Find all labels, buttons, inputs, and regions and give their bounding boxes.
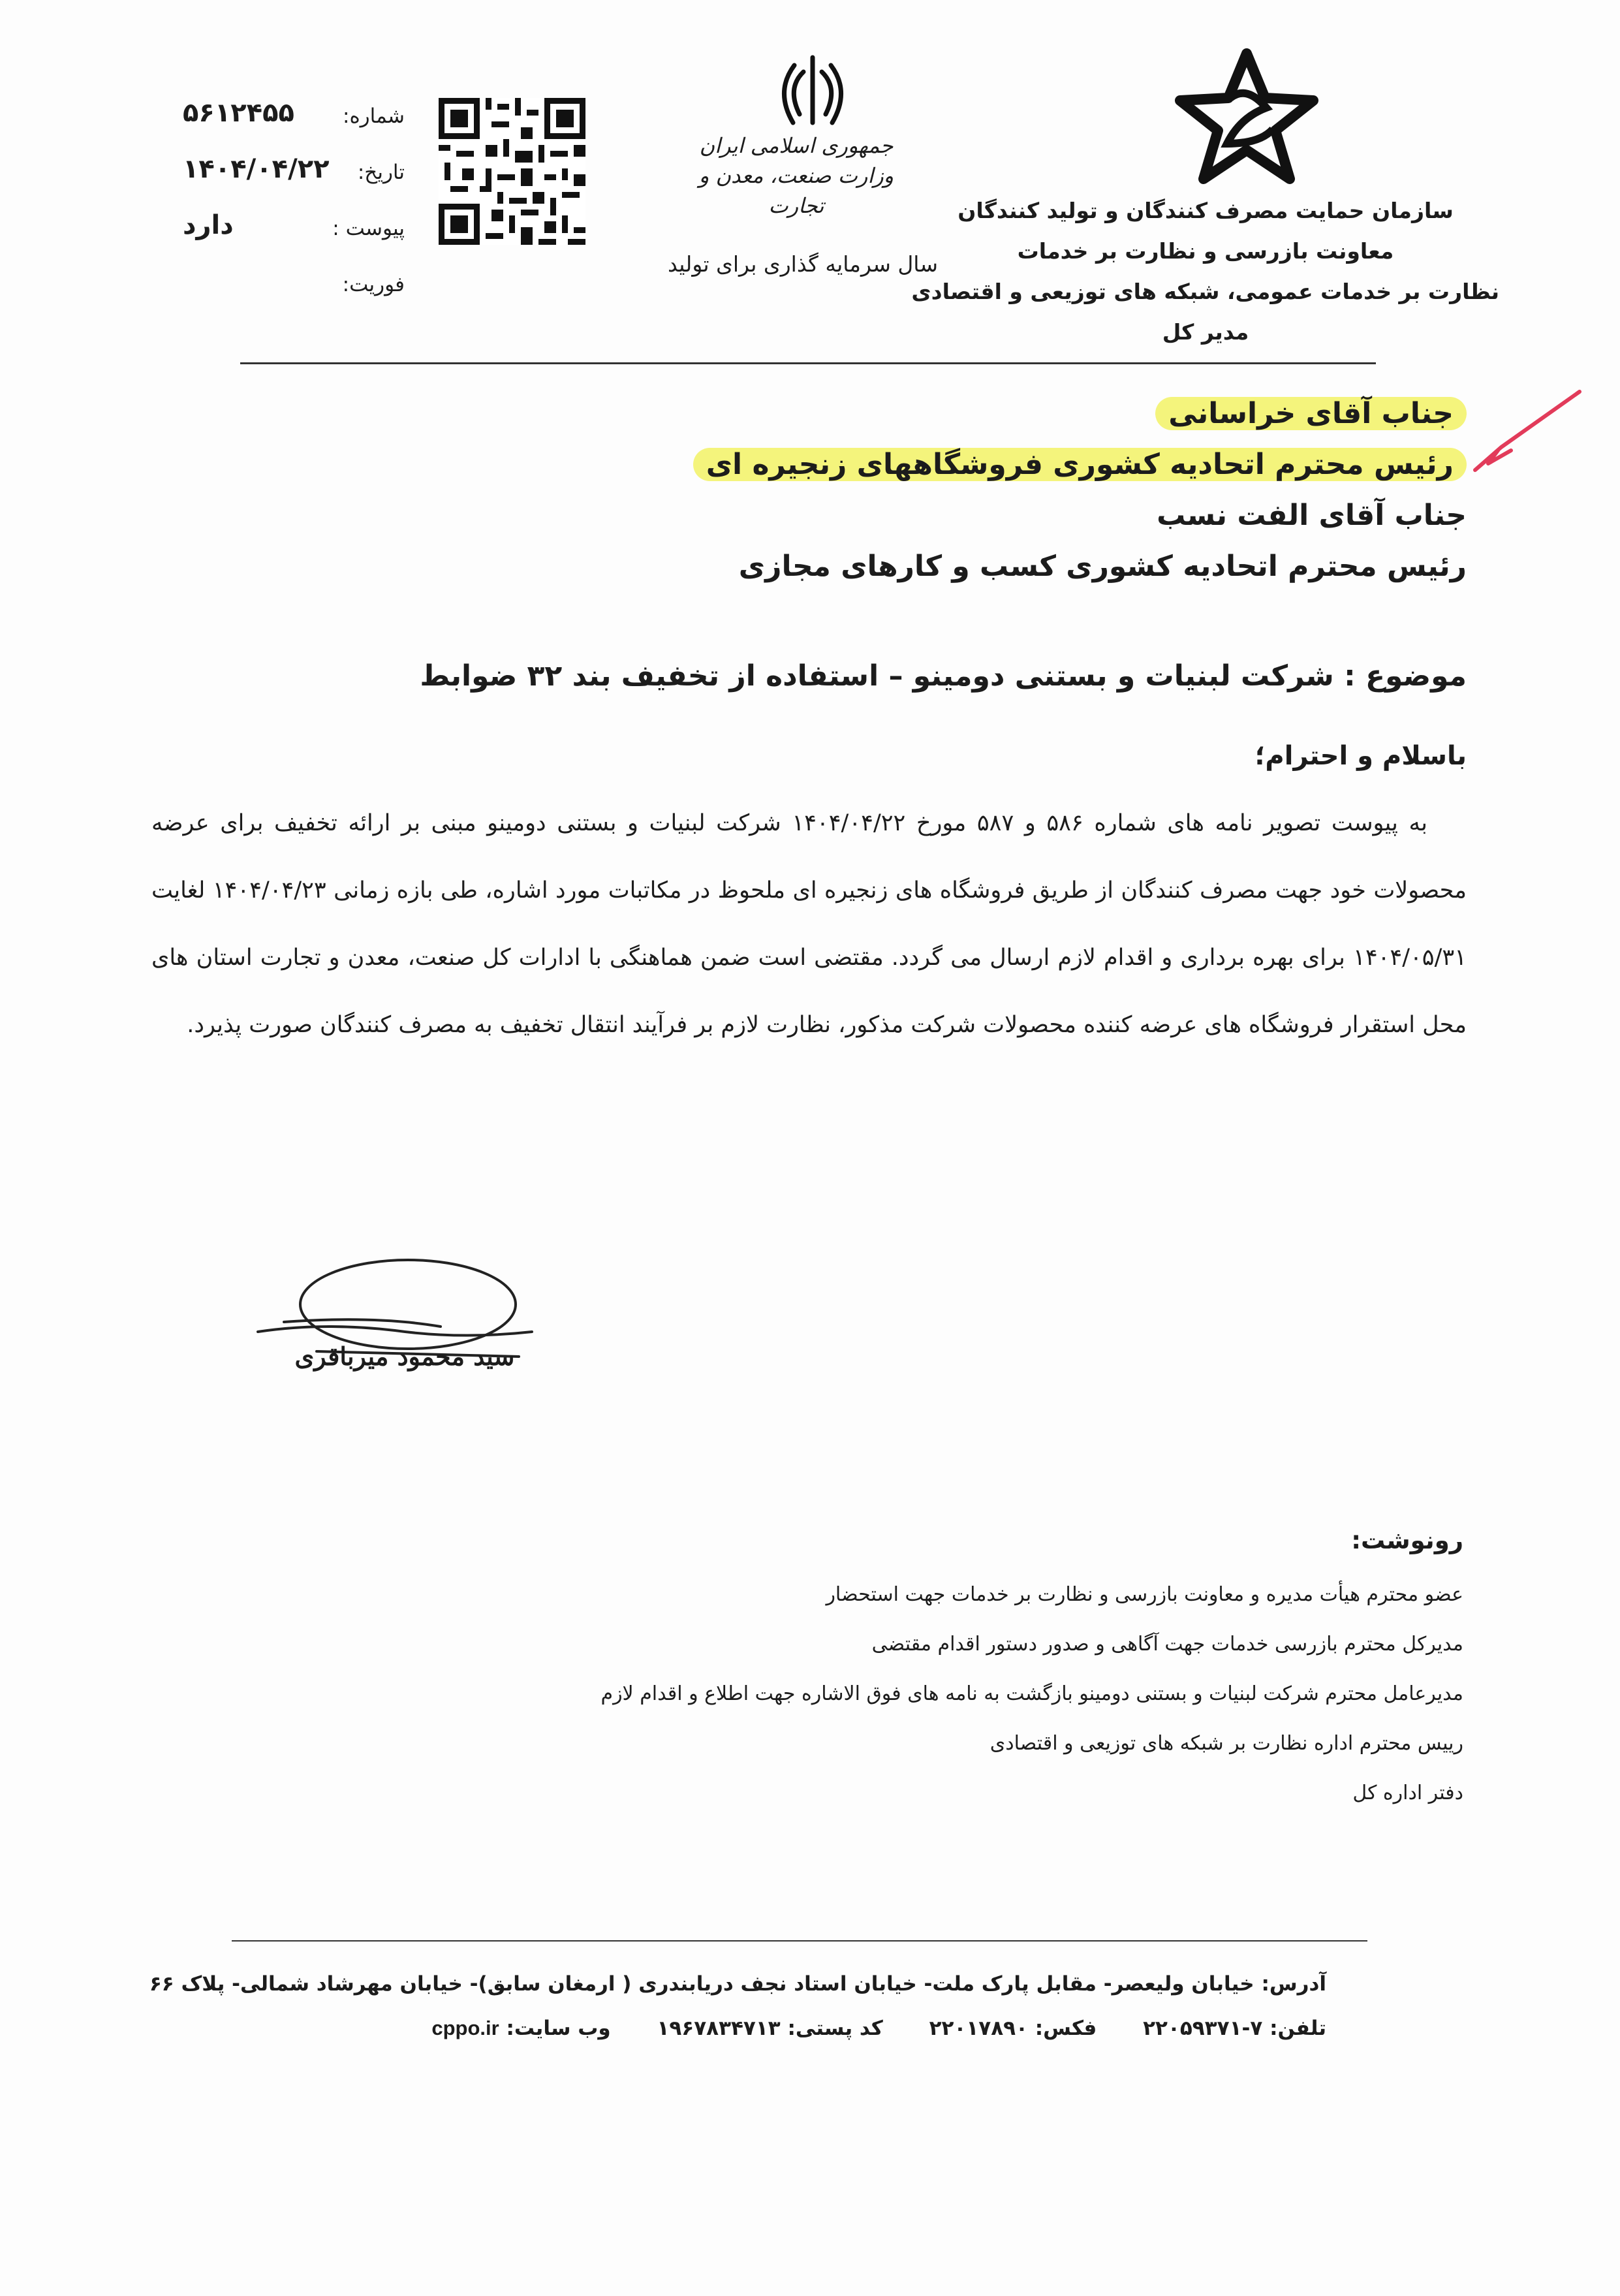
- footer-address: آدرس: خیابان ولیعصر- مقابل پارک ملت- خیابان استاد نجف دریابندری ( ارمغان سابق)- خیابان مهرشاد شمالی- پلاک ۶۶: [149, 1972, 1326, 1996]
- letter-subject: موضوع : شرکت لبنیات و بستنی دومینو – استفاده از تخفیف بند ۳۲ ضوابط: [420, 659, 1467, 693]
- recipients: [553, 392, 1467, 595]
- letter-number: ۵۶۱۲۴۵۵: [183, 98, 294, 128]
- recipient-1-title: [553, 443, 1467, 487]
- number-label: شماره:: [343, 104, 405, 128]
- recipient-2-title: رئیس محترم اتحادیه کشوری کسب و کارهای مجازی: [738, 550, 1467, 583]
- date-label: تاریخ:: [357, 161, 405, 184]
- pen-mark-icon: [1462, 385, 1586, 483]
- recipient-1: [553, 392, 1467, 436]
- iran-emblem-icon: [773, 52, 852, 131]
- org-line: نظارت بر خدمات عمومی، شبکه های توزیعی و اقتصادی: [911, 279, 1499, 304]
- greeting: باسلام و احترام؛: [1254, 741, 1467, 771]
- signer-name: سید محمود میرباقری: [294, 1342, 515, 1371]
- year-motto: سال سرمایه گذاری برای تولید: [667, 251, 939, 277]
- attachment-row: [157, 210, 405, 266]
- cc-item: مدیرکل محترم بازرسی خدمات جهت آگاهی و صدور دستور اقدام مقتضی: [871, 1633, 1463, 1656]
- footer-divider: [232, 1940, 1367, 1942]
- cc-list: [223, 1570, 1463, 1818]
- footer-fax: فکس: ۲۲۰۱۷۸۹۰: [929, 2017, 1097, 2040]
- cc-item: مدیرعامل محترم شرکت لبنیات و بستنی دومینو بازگشت به نامه های فوق الاشاره جهت اطلاع و اقدام لازم: [600, 1682, 1463, 1705]
- organization-logo: [1168, 46, 1325, 189]
- letter-meta: [157, 98, 405, 322]
- letter-date: ۱۴۰۴/۰۴/۲۲: [183, 154, 330, 184]
- attachment-value: دارد: [183, 210, 234, 240]
- header-divider: [240, 362, 1376, 364]
- footer-website-link[interactable]: cppo.ir: [431, 2017, 499, 2039]
- org-line: سازمان حمایت مصرف کنندگان و تولید کنندگان: [958, 198, 1454, 223]
- ministry-line: جمهوری اسلامی ایران: [699, 133, 894, 158]
- urgency-label: فوریت:: [342, 273, 405, 296]
- ministry-block: [679, 131, 914, 221]
- ministry-line: وزارت صنعت، معدن و تجارت: [698, 163, 894, 218]
- org-line: معاونت بازرسی و نظارت بر خدمات: [1017, 238, 1394, 264]
- body-paragraph: به پیوست تصویر نامه های شماره ۵۸۶ و ۵۸۷ مورخ ۱۴۰۴/۰۴/۲۲ شرکت لبنیات و بستنی دومینو مبنی بر ارائه تخفیف برای عرضه محصولات خود جهت مصرف کنندگان از طریق فروشگاه های زنجیره ای ملحوظ در مکاتبات مورد اشاره، طی بازه زمانی ۱۴۰۴/۰۴/۲۳ لغایت ۱۴۰۴/۰۵/۳۱ برای بهره برداری و اقدام لازم ارسال می گردد. مقتضی است ضمن هماهنگی با ادارات کل صنعت، معدن و تجارت استان های محل استقرار فروشگاه های عرضه کننده محصولات شرکت مذکور، نظارت لازم بر فرآیند انتقال تخفیف به مصرف کنندگان صورت پذیرد.: [151, 810, 1467, 1038]
- recipient-2: جناب آقای الفت نسب: [1157, 499, 1467, 532]
- org-line: مدیر کل: [1162, 319, 1249, 345]
- footer-phone: تلفن: ۷-۲۲۰۵۹۳۷۱: [1143, 2017, 1326, 2040]
- organization-block: [912, 191, 1499, 353]
- date-row: [157, 154, 405, 210]
- footer-contacts: [151, 2006, 1326, 2051]
- attachment-label: پیوست :: [332, 217, 405, 240]
- cc-item: رییس محترم اداره نظارت بر شبکه های توزیعی و اقتصادی: [989, 1732, 1463, 1755]
- number-row: [157, 98, 405, 154]
- footer-website-label: وب سایت:: [506, 2017, 611, 2040]
- recipient-1-title-text: رئیس محترم اتحادیه کشوری فروشگاههای زنجیره ای: [693, 448, 1467, 481]
- urgency-row: [157, 266, 405, 322]
- letter-body: [151, 790, 1467, 1059]
- footer: [151, 1962, 1326, 2051]
- cc-item: دفتر اداره کل: [1352, 1782, 1463, 1804]
- footer-postal-code: کد پستی: ۱۹۶۷۸۳۴۷۱۳: [657, 2017, 883, 2040]
- recipient-1-text: جناب آقای خراسانی: [1155, 397, 1467, 430]
- cc-item: عضو محترم هیأت مدیره و معاونت بازرسی و نظارت بر خدمات جهت استحضار: [826, 1583, 1463, 1606]
- qr-code[interactable]: [439, 98, 585, 245]
- cc-title: رونوشت:: [1351, 1526, 1463, 1554]
